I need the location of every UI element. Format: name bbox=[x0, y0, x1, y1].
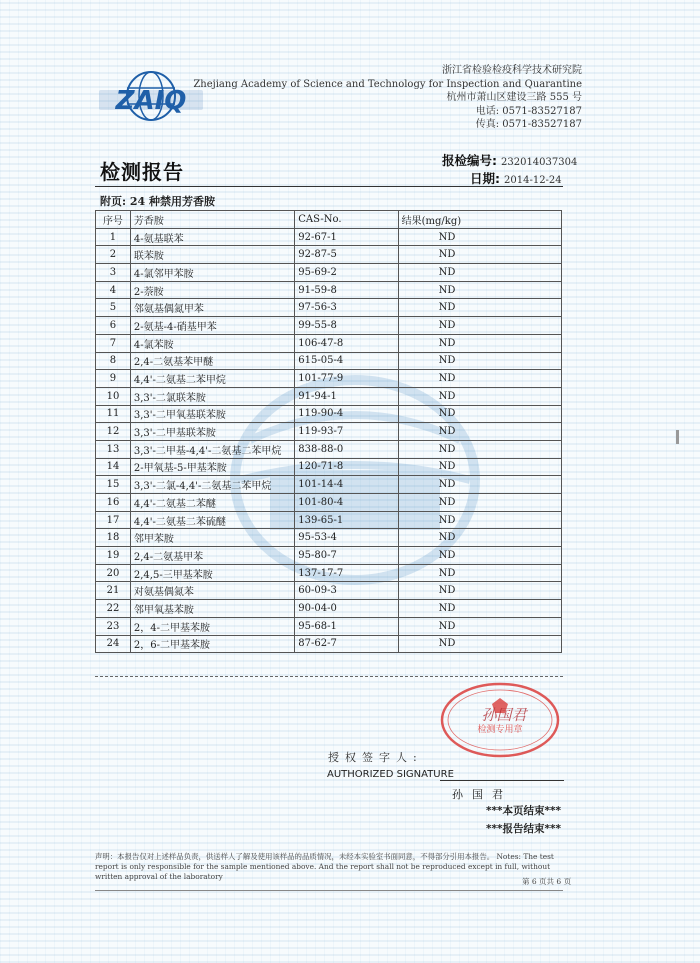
result-value: ND bbox=[398, 317, 561, 335]
cas-number: 119-93-7 bbox=[295, 423, 398, 441]
cas-number: 119-90-4 bbox=[295, 405, 398, 423]
table-header-row bbox=[96, 211, 562, 229]
amine-name: 4,4'-二氨基二苯甲烷 bbox=[130, 370, 294, 388]
cas-number: 91-94-1 bbox=[295, 387, 398, 405]
result-value: ND bbox=[398, 440, 561, 458]
amine-name: 邻甲氧基苯胺 bbox=[130, 600, 294, 618]
table-row bbox=[96, 334, 562, 352]
amine-name: 4,4'-二氨基二苯硫醚 bbox=[130, 511, 294, 529]
row-number: 9 bbox=[96, 370, 131, 388]
table-row bbox=[96, 281, 562, 299]
organization-info bbox=[193, 64, 582, 132]
result-value: ND bbox=[398, 476, 561, 494]
table-body bbox=[96, 228, 562, 653]
row-number: 22 bbox=[96, 600, 131, 618]
signature-line bbox=[440, 780, 564, 781]
footer-divider bbox=[95, 890, 563, 891]
cas-number: 91-59-8 bbox=[295, 281, 398, 299]
cas-number: 60-09-3 bbox=[295, 582, 398, 600]
handwritten-signature: 孙国君 bbox=[481, 706, 527, 724]
disclaimer-text: 声明：本报告仅对上述样品负责，供送样人了解及使用该样品的品质情况，未经本实验室书面同意，不得部分引用本报告。 Notes: The test report is only responsible for the sample mentioned above. And the report shall not be reproduced except in full, without written approval of the laboratory bbox=[95, 852, 554, 881]
table-row bbox=[96, 352, 562, 370]
result-value: ND bbox=[398, 228, 561, 246]
table-row bbox=[96, 476, 562, 494]
table-end-divider bbox=[95, 676, 563, 677]
row-number: 2 bbox=[96, 246, 131, 264]
amine-name: 2-萘胺 bbox=[130, 281, 294, 299]
table-row bbox=[96, 494, 562, 512]
result-value: ND bbox=[398, 564, 561, 582]
org-address: 杭州市萧山区建设三路 555 号 bbox=[446, 92, 582, 103]
amine-name: 2,4,5-三甲基苯胺 bbox=[130, 564, 294, 582]
report-title: 检测报告 bbox=[100, 160, 184, 184]
header-divider bbox=[95, 186, 563, 187]
table-row bbox=[96, 246, 562, 264]
result-value: ND bbox=[398, 635, 561, 653]
amine-name: 4-氨基联苯 bbox=[130, 228, 294, 246]
row-number: 8 bbox=[96, 352, 131, 370]
row-number: 11 bbox=[96, 405, 131, 423]
result-value: ND bbox=[398, 423, 561, 441]
row-number: 6 bbox=[96, 317, 131, 335]
cas-number: 87-62-7 bbox=[295, 635, 398, 653]
row-number: 18 bbox=[96, 529, 131, 547]
table-row bbox=[96, 635, 562, 653]
amine-name: 邻甲苯胺 bbox=[130, 529, 294, 547]
result-value: ND bbox=[398, 600, 561, 618]
amine-name: 邻氨基偶氮甲苯 bbox=[130, 299, 294, 317]
amine-name: 对氨基偶氮苯 bbox=[130, 582, 294, 600]
result-value: ND bbox=[398, 281, 561, 299]
row-number: 5 bbox=[96, 299, 131, 317]
cas-number: 615-05-4 bbox=[295, 352, 398, 370]
table-row bbox=[96, 564, 562, 582]
amine-name: 2,4-二氨基苯甲醚 bbox=[130, 352, 294, 370]
amine-name: 4,4'-二氨基二苯醚 bbox=[130, 494, 294, 512]
org-name-en: Zhejiang Academy of Science and Technology for Inspection and Quarantine bbox=[193, 78, 582, 90]
amine-name: 2，4-二甲基苯胺 bbox=[130, 617, 294, 635]
cas-number: 106-47-8 bbox=[295, 334, 398, 352]
cas-number: 137-17-7 bbox=[295, 564, 398, 582]
signer-name: 孙国君 bbox=[452, 788, 512, 801]
page-end-marker: ***本页结束*** bbox=[486, 805, 561, 817]
amine-name: 2-氨基-4-硝基甲苯 bbox=[130, 317, 294, 335]
cas-number: 95-80-7 bbox=[295, 547, 398, 565]
result-value: ND bbox=[398, 370, 561, 388]
table-row bbox=[96, 228, 562, 246]
report-number-value: 232014037304 bbox=[501, 157, 578, 168]
staple-mark bbox=[676, 430, 679, 444]
table-row bbox=[96, 529, 562, 547]
row-number: 14 bbox=[96, 458, 131, 476]
result-value: ND bbox=[398, 387, 561, 405]
row-number: 1 bbox=[96, 228, 131, 246]
row-number: 19 bbox=[96, 547, 131, 565]
report-meta bbox=[442, 152, 577, 188]
table-row bbox=[96, 582, 562, 600]
row-number: 4 bbox=[96, 281, 131, 299]
result-value: ND bbox=[398, 405, 561, 423]
authorized-signature-label: AUTHORIZED SIGNATURE bbox=[327, 769, 454, 780]
table-row bbox=[96, 370, 562, 388]
amine-name: 3,3'-二甲氧基联苯胺 bbox=[130, 405, 294, 423]
cas-number: 97-56-3 bbox=[295, 299, 398, 317]
appendix-title: 附页: 24 种禁用芳香胺 bbox=[100, 195, 216, 208]
logo-text: ZAIQ bbox=[115, 86, 187, 116]
page-number: 第 6 页共 6 页 bbox=[522, 877, 572, 886]
row-number: 3 bbox=[96, 264, 131, 282]
table-row bbox=[96, 264, 562, 282]
row-number: 21 bbox=[96, 582, 131, 600]
amine-name: 3,3'-二甲基-4,4'-二氨基二苯甲烷 bbox=[130, 440, 294, 458]
table-row bbox=[96, 423, 562, 441]
result-value: ND bbox=[398, 264, 561, 282]
result-value: ND bbox=[398, 334, 561, 352]
cas-number: 92-67-1 bbox=[295, 228, 398, 246]
column-header-amine: 芳香胺 bbox=[130, 211, 294, 229]
authorized-signatory-label: 授权签字人: bbox=[328, 751, 423, 764]
org-fax: 传真: 0571-83527187 bbox=[475, 119, 582, 130]
report-number-label: 报检编号: bbox=[442, 153, 497, 168]
row-number: 15 bbox=[96, 476, 131, 494]
report-date-label: 日期: bbox=[470, 171, 500, 186]
column-header-no: 序号 bbox=[96, 211, 131, 229]
column-header-result: 结果(mg/kg) bbox=[398, 211, 561, 229]
cas-number: 120-71-8 bbox=[295, 458, 398, 476]
cas-number: 99-55-8 bbox=[295, 317, 398, 335]
result-value: ND bbox=[398, 617, 561, 635]
amine-name: 联苯胺 bbox=[130, 246, 294, 264]
row-number: 10 bbox=[96, 387, 131, 405]
cas-number: 838-88-0 bbox=[295, 440, 398, 458]
row-number: 23 bbox=[96, 617, 131, 635]
result-value: ND bbox=[398, 511, 561, 529]
cas-number: 101-77-9 bbox=[295, 370, 398, 388]
official-seal-icon bbox=[438, 680, 562, 760]
table-row bbox=[96, 600, 562, 618]
amine-name: 3,3'-二甲基联苯胺 bbox=[130, 423, 294, 441]
result-value: ND bbox=[398, 547, 561, 565]
cas-number: 92-87-5 bbox=[295, 246, 398, 264]
cas-number: 95-53-4 bbox=[295, 529, 398, 547]
cas-number: 95-69-2 bbox=[295, 264, 398, 282]
result-value: ND bbox=[398, 529, 561, 547]
cas-number: 139-65-1 bbox=[295, 511, 398, 529]
result-value: ND bbox=[398, 582, 561, 600]
org-phone: 电话: 0571-83527187 bbox=[475, 105, 582, 117]
result-value: ND bbox=[398, 458, 561, 476]
amine-name: 4-氯邻甲苯胺 bbox=[130, 264, 294, 282]
result-value: ND bbox=[398, 246, 561, 264]
amine-name: 2，6-二甲基苯胺 bbox=[130, 635, 294, 653]
table-row bbox=[96, 617, 562, 635]
amine-name: 3,3'-二氯-4,4'-二氨基二苯甲烷 bbox=[130, 476, 294, 494]
results-table bbox=[95, 210, 562, 653]
row-number: 16 bbox=[96, 494, 131, 512]
amine-name: 2-甲氧基-5-甲基苯胺 bbox=[130, 458, 294, 476]
result-value: ND bbox=[398, 299, 561, 317]
row-number: 13 bbox=[96, 440, 131, 458]
table-row bbox=[96, 405, 562, 423]
cas-number: 90-04-0 bbox=[295, 600, 398, 618]
cas-number: 95-68-1 bbox=[295, 617, 398, 635]
table-row bbox=[96, 317, 562, 335]
table-row bbox=[96, 547, 562, 565]
amine-name: 4-氯苯胺 bbox=[130, 334, 294, 352]
org-name-cn: 浙江省检验检疫科学技术研究院 bbox=[442, 65, 582, 76]
cas-number: 101-80-4 bbox=[295, 494, 398, 512]
column-header-cas: CAS-No. bbox=[295, 211, 398, 229]
amine-name: 3,3'-二氯联苯胺 bbox=[130, 387, 294, 405]
row-number: 17 bbox=[96, 511, 131, 529]
row-number: 20 bbox=[96, 564, 131, 582]
seal-text: 检测专用章 bbox=[477, 725, 523, 735]
row-number: 12 bbox=[96, 423, 131, 441]
table-row bbox=[96, 458, 562, 476]
table-row bbox=[96, 440, 562, 458]
report-end-marker: ***报告结束*** bbox=[486, 823, 561, 835]
result-value: ND bbox=[398, 494, 561, 512]
row-number: 7 bbox=[96, 334, 131, 352]
table-row bbox=[96, 511, 562, 529]
zaiq-logo-icon bbox=[95, 66, 207, 136]
row-number: 24 bbox=[96, 635, 131, 653]
table-row bbox=[96, 387, 562, 405]
cas-number: 101-14-4 bbox=[295, 476, 398, 494]
table-row bbox=[96, 299, 562, 317]
amine-name: 2,4-二氨基甲苯 bbox=[130, 547, 294, 565]
report-date-value: 2014-12-24 bbox=[504, 175, 562, 186]
result-value: ND bbox=[398, 352, 561, 370]
